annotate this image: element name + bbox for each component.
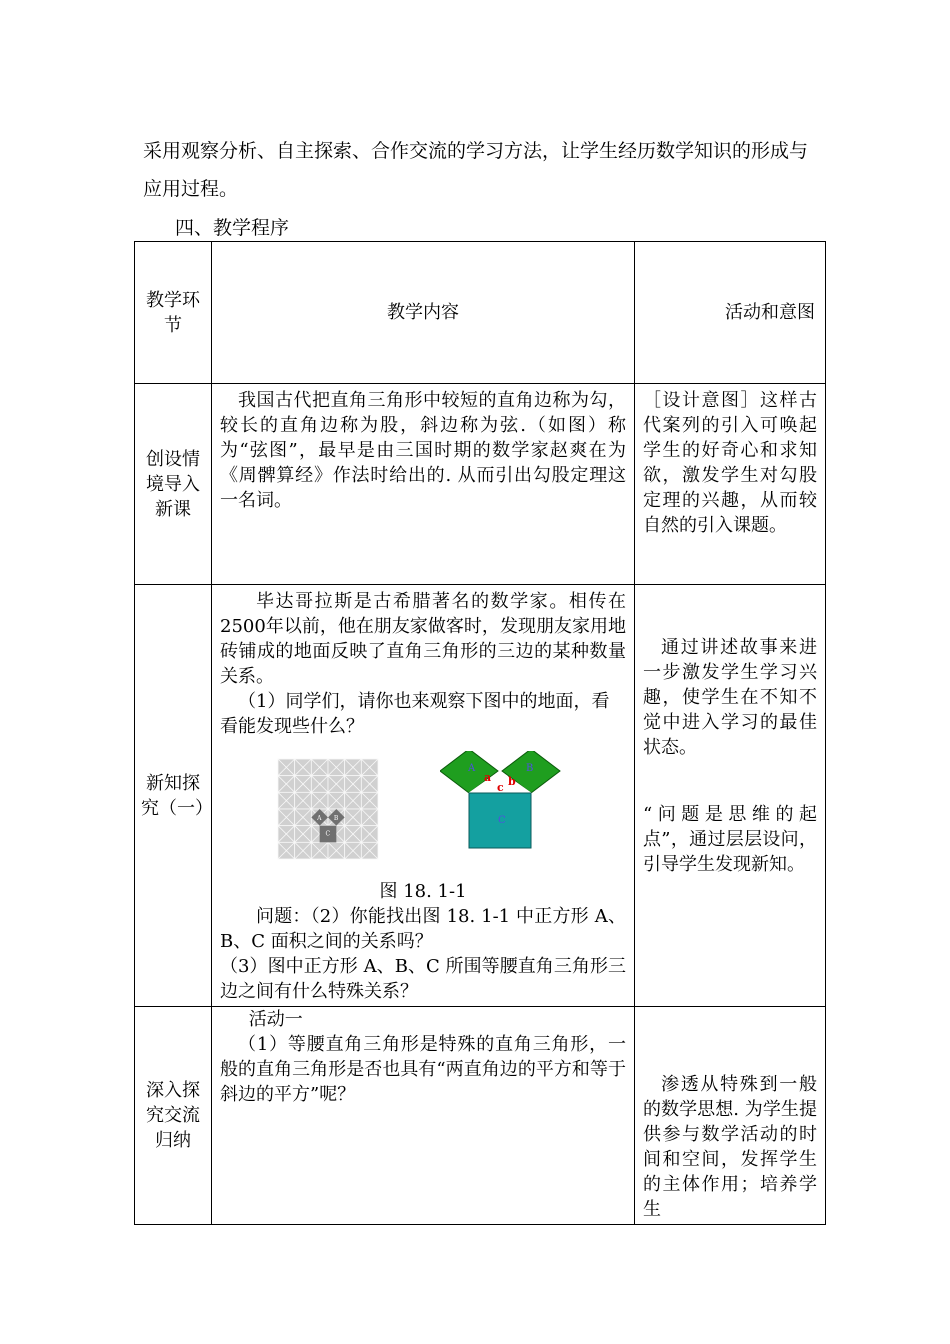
label-a: a bbox=[484, 771, 492, 784]
intent-cell-2 bbox=[635, 585, 826, 1007]
figure-18-1-1 bbox=[220, 751, 626, 861]
label-b: b bbox=[508, 775, 516, 788]
activity-question: （1）等腰直角三角形是特殊的直角三角形，一般的直角三角形是否也具有“两直角边的平方和等于斜边的平方”呢？ bbox=[220, 1034, 626, 1105]
stage-cell-2: 新知探究（一） bbox=[135, 585, 212, 1007]
squares-triangle-figure bbox=[440, 751, 570, 861]
tile-label-A: A bbox=[317, 814, 322, 822]
header-intent: 活动和意图 bbox=[635, 242, 826, 384]
label-C: C bbox=[498, 815, 506, 826]
teaching-procedure-table bbox=[134, 241, 826, 1225]
stage-cell-1: 创设情境导入新课 bbox=[135, 384, 212, 585]
intent-2b: “问题是思维的起点”，通过层层设问，引导学生发现新知。 bbox=[643, 804, 817, 875]
tile-label-C: C bbox=[325, 830, 331, 838]
intent-cell-1: ［设计意图］这样古代案列的引入可唤起学生的好奇心和求知欲，激发学生对勾股定理的兴趣，从而较自然的引入课题。 bbox=[635, 384, 826, 585]
intent-2a: 通过讲述故事来进一步激发学生学习兴趣，使学生在不知不觉中进入学习的最佳状态。 bbox=[643, 637, 817, 758]
content-cell-3 bbox=[212, 1007, 635, 1225]
tile-label-B: B bbox=[333, 814, 339, 822]
floor-tiles-figure bbox=[276, 757, 380, 861]
activity-title: 活动一 bbox=[248, 1009, 303, 1030]
figure-caption: 图 18. 1-1 bbox=[379, 881, 467, 902]
story-paragraph: 毕达哥拉斯是古希腊著名的数学家。相传在2500年以前，他在朋友家做客时，发现朋友家用地砖铺成的地面反映了直角三角形的三边的某种数量关系。 bbox=[220, 591, 626, 687]
header-stage: 教学环节 bbox=[135, 242, 212, 384]
label-A: A bbox=[468, 763, 476, 774]
header-content: 教学内容 bbox=[212, 242, 635, 384]
intent-cell-3: 渗透从特殊到一般的数学思想. 为学生提供参与数学活动的时间和空间，发挥学生的主体作用；培养学生 bbox=[635, 1007, 826, 1225]
section-heading: 四、教学程序 bbox=[175, 217, 290, 239]
stage-cell-3: 深入探究交流归纳 bbox=[135, 1007, 212, 1225]
question-1: （1）同学们，请你也来观察下图中的地面，看看能发现些什么？ bbox=[220, 691, 610, 737]
intro-paragraph: 采用观察分析、自主探索、合作交流的学习方法，让学生经历数学知识的形成与应用过程。 bbox=[143, 140, 809, 200]
content-cell-1: 我国古代把直角三角形中较短的直角边称为勾，较长的直角边称为股，斜边称为弦.（如图）称为“弦图”，最早是由三国时期的数学家赵爽在为《周髀算经》作法时给出的. 从而引出勾股定理这一名词。 bbox=[212, 384, 635, 585]
label-c: c bbox=[497, 781, 504, 794]
label-B: B bbox=[526, 763, 534, 774]
question-3: （3）图中正方形 A、B、C 所围等腰直角三角形三边之间有什么特殊关系？ bbox=[220, 956, 626, 1002]
question-2: 问题：（2）你能找出图 18. 1-1 中正方形 A、B、C 面积之间的关系吗？ bbox=[220, 906, 626, 952]
content-cell-2 bbox=[212, 585, 635, 1007]
